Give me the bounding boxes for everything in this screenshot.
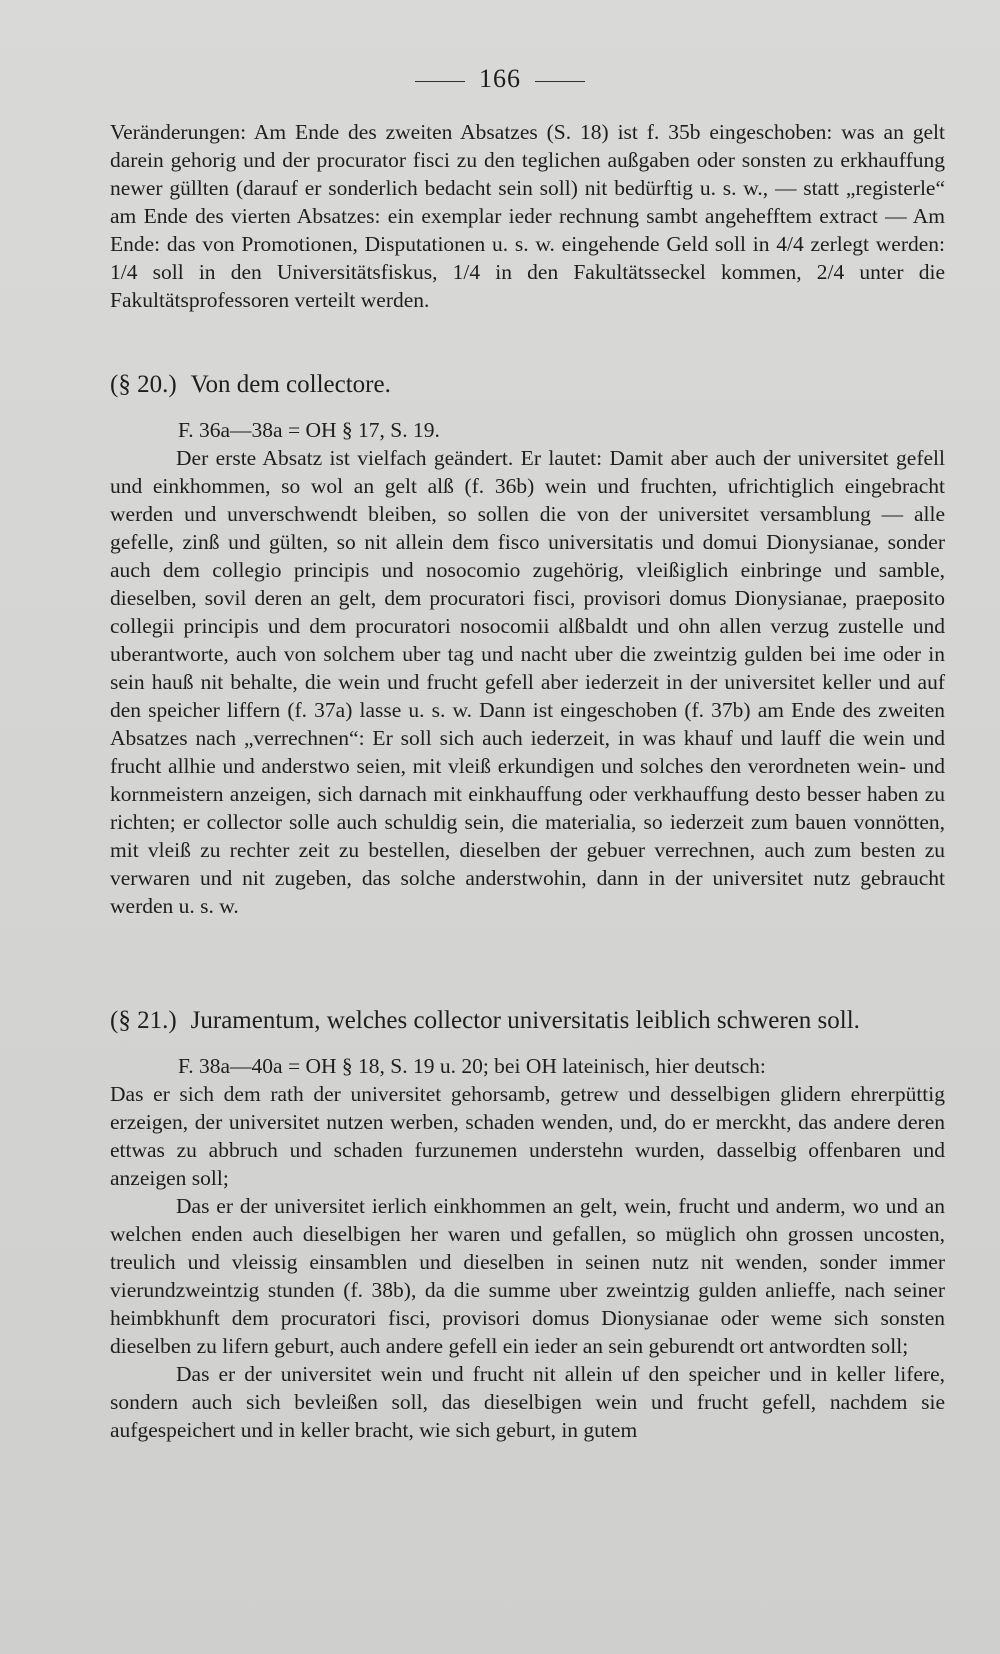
section-20-title: Von dem collectore. [190, 371, 391, 398]
section-20-text: Der erste Absatz ist vielfach geändert. Er lautet: Damit aber auch der universitet gefell und einkhommen, so wol an gelt alß (f. 36b) wein und fruchten, ufrichtiglich eingebracht werden und unverschwendt bleiben, so sollen die von der universitet versamblung — alle gefelle, zinß und gülten, so nit allein dem fisco universitatis und domui Dionysianae, sonder auch dem collegio principis und nosocomio zugehörig, vleißiglich einbringe und samble, dieselben, sovil deren an gelt, dem procuratori fisci, provisori domus Dionysianae, praeposito collegii principis und dem procuratori nosocomii alßbaldt und ohn allen verzug zustelle und uberantworte, auch von solchem uber tag und nacht uber die zweintzig gulden bei ime oder in sein hauß nit behalte, die wein und frucht gefell aber iederzeit in der universitet keller und auf den speicher liffern (f. 37a) lasse u. s. w. Dann ist eingeschoben (f. 37b) am Ende des zweiten Absatzes nach „verrechnen“: Er soll sich auch iederzeit, in was khauf und lauff die wein und frucht allhie und anderstwo seien, mit vleiß erkundigen und solches den verordneten wein- und kornmeistern anzeigen, sich darnach mit einkhauffung oder verkhauffung desto besser haben zu richten; er collector solle auch schuldig sein, die materialia, so iederzeit zum bauen vonnötten, mit vleiß zu rechter zeit zu bestellen, dieselben der gebuer verrechnen, auch zum besten zu verwaren und nit zugeben, das solche anderstwohin, dann in der universitet nutz gebraucht werden u. s. w. [110, 446, 945, 918]
page-number: 166 [479, 64, 521, 93]
section-21-paragraph-1: Das er sich dem rath der universitet gehorsamb, getrew und desselbigen glidern ehrerpüttig erzeigen, der universitet nutzen werben, schaden wenden, und, do er merckht, das andere deren ettwas zu abbruch und schaden furzunemen understehn wurden, dasselbig offenbaren und anzeigen soll; [110, 1082, 945, 1190]
section-21-title: Juramentum, welches collector universitatis leiblich schweren soll. [190, 1007, 860, 1034]
section-21-paragraph-3: Das er der universitet wein und frucht nit allein uf den speicher und in keller lifere, sondern auch sich bevleißen soll, das dieselbigen wein und frucht gefell, nachdem sie aufgespeichert und in keller bracht, wie sich geburt, in gutem [110, 1362, 945, 1442]
section-20-reference: F. 36a—38a = OH § 17, S. 19. [178, 418, 440, 442]
section-21-paragraph-2: Das er der universitet ierlich einkhommen an gelt, wein, frucht und anderm, wo und an welchen enden auch dieselbigen her waren und gefallen, so müglich ohn grossen uncosten, treulich und vleissig einsamblen und dieselben in seinen nutz nit wenden, sonder immer vierundzweintzig stunden (f. 38b), da die summe uber zweintzig gulden anlieffe, nach seiner heimbkhunft dem procuratori fisci, provisori domus Dionysianae oder weme sich sonsten dieselben zu lifern geburt, auch andere gefell ein ieder an sein geburendt ort antwordten soll; [110, 1194, 945, 1358]
page-number-line [0, 64, 1000, 94]
section-20-heading [110, 368, 945, 402]
page-number-rule-left [415, 81, 465, 82]
section-20 [110, 368, 945, 920]
section-21-heading [110, 1004, 945, 1038]
section-20-number: (§ 20.) [110, 371, 177, 398]
section-21 [110, 1004, 945, 1444]
intro-paragraph: Veränderungen: Am Ende des zweiten Absatzes (S. 18) ist f. 35b eingeschoben: was an gelt darein gehorig und der procurator fisci zu den teglichen außgaben oder sonsten zu erkhauffung newer güllten (darauf er sonderlich bedacht sein soll) nit bedürftig u. s. w., — statt „registerle“ am Ende des vierten Absatzes: ein exemplar ieder rechnung sambt angehefftem extract — Am Ende: das von Promotionen, Disputationen u. s. w. eingehende Geld soll in 4/4 zerlegt werden: 1/4 soll in den Universitätsfiskus, 1/4 in den Fakultätsseckel kommen, 2/4 unter die Fakultätsprofessoren verteilt werden. [110, 120, 945, 312]
section-21-reference: F. 38a—40a = OH § 18, S. 19 u. 20; bei OH lateinisch, hier deutsch: [178, 1054, 766, 1078]
intro-block [110, 118, 945, 314]
section-21-number: (§ 21.) [110, 1007, 177, 1034]
page-number-rule-right [535, 81, 585, 82]
